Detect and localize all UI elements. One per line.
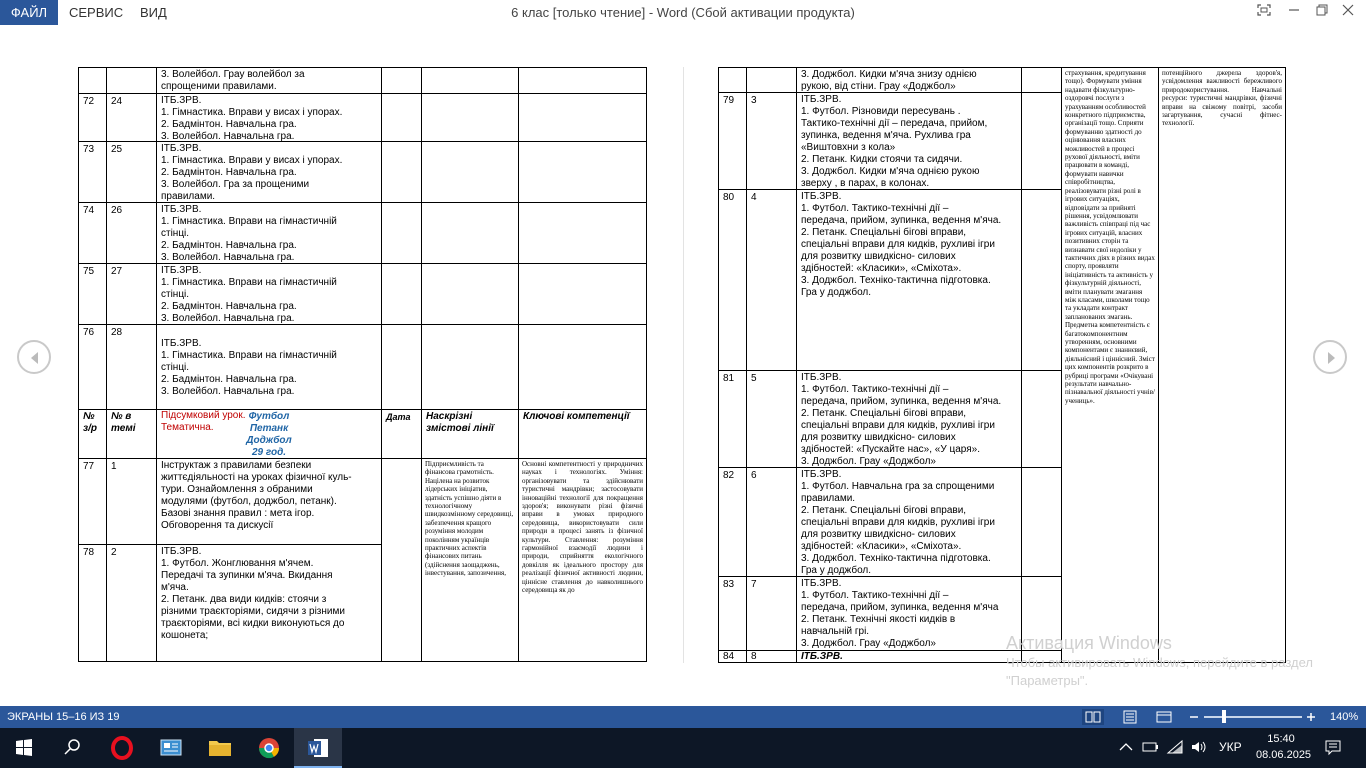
book-icon: [1082, 709, 1104, 725]
folder-icon: [196, 728, 244, 768]
windows-logo-icon: [0, 728, 48, 768]
watermark-title: Активация Windows: [1006, 633, 1172, 653]
word-taskbar-button[interactable]: [294, 728, 342, 768]
topic-number: 27: [106, 263, 157, 325]
page-counter: ЭКРАНЫ 15–16 ИЗ 19: [7, 711, 120, 723]
lesson-plan-cell: ІТБ.ЗРВ. 1. Футбол. Тактико-технічні дії – передача, прийом, зупинка, ведення м'яча. 2. Петанк. Спеціальні бігові вправи, спеціальні вправи для кидків, рухливі ігри для розвитку швидкісно- силових здібностей: «Класики», «Сміхота». 3. Доджбол. Техніко-тактична підготовка. Гра у доджбол.: [796, 189, 1022, 371]
battery-icon[interactable]: [1142, 740, 1160, 757]
taskbar: [0, 728, 1366, 768]
lesson-plan-cell: ІТБ.ЗРВ. 1. Гімнастика. Вправи у висах і упорах. 2. Бадмінтон. Навчальна гра. 3. Волейбол. Гра за прощеними правилами.: [156, 141, 382, 203]
header-competences: Ключові компетенції: [518, 409, 647, 459]
lesson-number: 74: [78, 202, 107, 264]
table-cell: [421, 67, 519, 94]
lesson-number: 80: [718, 189, 747, 371]
minus-icon: [1186, 709, 1202, 725]
status-bar: [0, 706, 1366, 728]
page-divider: [683, 67, 684, 663]
lesson-number: 84: [718, 650, 747, 663]
read-mode-button[interactable]: [1082, 709, 1104, 725]
header-number: № з/р: [78, 409, 107, 459]
fullscreen-icon[interactable]: [1253, 2, 1275, 22]
header-cross-themes: Наскрізні змістові лінії: [421, 409, 519, 459]
table-cell: [718, 67, 747, 93]
lesson-plan-cell: Інструктаж з правилами безпеки життєдіяльності на уроках фізичної куль- тури. Ознайомлення з обраними модулями (футбол, доджбол, петанк). Базові знання правил : мета ігор. Обговорення та дискусії: [156, 458, 382, 545]
table-cell: [421, 141, 519, 203]
topic-number: 7: [746, 576, 797, 651]
chrome-icon: [245, 728, 293, 768]
opera-taskbar-button[interactable]: [98, 728, 146, 768]
date-cell: [1021, 189, 1062, 371]
lesson-number: 77: [78, 458, 107, 545]
close-icon[interactable]: [1337, 2, 1359, 22]
lesson-plan-cell: 3. Доджбол. Кидки м'яча знизу однією рукою, від стіни. Грау «Доджбол»: [796, 67, 1022, 93]
header-date: Дата: [381, 409, 422, 459]
date-cell: [381, 141, 422, 203]
file-explorer-taskbar-button[interactable]: [196, 728, 244, 768]
previous-page-button[interactable]: [17, 340, 51, 374]
topic-number: 4: [746, 189, 797, 371]
date-cell: [381, 458, 422, 662]
keyboard-language[interactable]: УКР: [1219, 740, 1242, 754]
table-cell: [518, 202, 647, 264]
table-cell: [518, 324, 647, 410]
cross-themes-text: страхування, кредитування тощо). Формувати уміння надавати фізкультурно-оздоровчі послуги з урахуванням особливостей конкретного підприємства, організації тощо. Сприяти формуванню здатності до оцінювання власних можливостей в процесі рухової діяльності, вміти працювати в команді, формувати навички співробітництва, реалізовувати різні ролі в ігрових ситуаціях, відповідати за прийняті рішення, усвідомлювати важливість співпраці під час ігрових ситуацій, власних позитивних сторін та визнавати свої недоліки у тактичних діях в різних видах спорту, проявляти ініціативність та активність у фізкультурній діяльності, вміти планувати змагання між класами, школами тощо та укладати контракт запланованих змагань. Предметна компетентність є багатокомпонентним утворенням, основними компонентами є знаннєвий, діяльнісний і ціннісний. Зміст цих компонентів розкрито в рубриці програми «Очікувані результати навчально-пізнавальної діяльності учнів/учениць».: [1061, 67, 1159, 663]
chevron-left-icon: [28, 351, 42, 365]
table-cell: [518, 67, 647, 94]
table-cell: [518, 93, 647, 142]
header-topic-number: № в темі: [106, 409, 157, 459]
clock-date: 08.06.2025: [1256, 749, 1312, 761]
watermark-text: Чтобы активировать Windows, перейдите в раздел "Параметры".: [1006, 655, 1313, 688]
lesson-plan-cell: ІТБ.ЗРВ. 1. Гімнастика. Вправи на гімнастичній стінці. 2. Бадмінтон. Навчальна гра. 3. Волейбол. Навчальна гра.: [156, 263, 382, 325]
system-clock[interactable]: [1256, 731, 1312, 763]
control-panel-taskbar-button[interactable]: [147, 728, 195, 768]
volume-icon[interactable]: [1190, 739, 1208, 758]
notifications-button[interactable]: [1324, 739, 1342, 758]
lesson-plan-cell: ІТБ.ЗРВ. 1. Футбол. Тактико-технічні дії – передача, прийом, зупинка, ведення м'яча. 2. Петанк. Спеціальні бігові вправи, спеціальні вправи для кидків, рухливі ігри для розвитку швидкісно- силових здібностей: «Пускайте нас», «У царя». 3. Доджбол. Грау «Доджбол»: [796, 370, 1022, 468]
opera-icon: [98, 728, 146, 768]
menu-service[interactable]: СЕРВИС: [69, 5, 124, 20]
start-button[interactable]: [0, 728, 48, 768]
print-layout-button[interactable]: [1119, 709, 1141, 725]
control-panel-icon: [147, 728, 195, 768]
chevron-right-icon: [1324, 351, 1338, 365]
window-title: 6 клас [только чтение] - Word (Сбой активации продукта): [511, 5, 855, 20]
competences-text: Основні компетентності у природничих науках і технологіях. Уміння: організовувати та здійснювати туристичні мандрівки; застосовувати інноваційні технології для покращення здоров'я; виконувати різні фізичні вправи в умовах природного середовища, використовувати сили природи в процесі занять із фізичної культури. Ставлення: розуміння гармонійної взаємодії людини і природи, сприйняття екологічного довкілля як ідеального простору для реалізації фізичної активності людини, ціннісне ставлення до навколишнього середовища як до: [518, 458, 647, 662]
lesson-number: 82: [718, 467, 747, 577]
menu-file[interactable]: ФАЙЛ: [0, 0, 58, 25]
date-cell: [381, 202, 422, 264]
date-cell: [381, 324, 422, 410]
date-cell: [1021, 92, 1062, 190]
lesson-number: 76: [78, 324, 107, 410]
chrome-taskbar-button[interactable]: [245, 728, 293, 768]
table-cell: [421, 324, 519, 410]
zoom-in-button[interactable]: [1303, 709, 1319, 725]
cross-themes-text: Підприємливість та фінансова грамотність. Націлена на розвиток лідерських ініціатив, здатність успішно діяти в технологічному швидкозмінному середовищі, забезпечення кращого розуміння молодим поколінням українців практичних аспектів фінансових питань (здійснення заощаджень, інвестування, запозичення,: [421, 458, 519, 662]
topic-number: 26: [106, 202, 157, 264]
topic-number: 24: [106, 93, 157, 142]
wifi-icon[interactable]: [1166, 739, 1184, 758]
zoom-out-button[interactable]: [1186, 709, 1202, 725]
topic-number: 2: [106, 544, 157, 662]
document-page-left: [78, 67, 647, 662]
lesson-number: 72: [78, 93, 107, 142]
next-page-button[interactable]: [1313, 340, 1347, 374]
document-page-right: [718, 67, 1286, 662]
zoom-level[interactable]: 140%: [1330, 711, 1359, 723]
lesson-plan-cell: ІТБ.ЗРВ. 1. Футбол. Різновиди пересувань . Тактико-технічні дії – передача, прийом, зупинка, ведення м'яча. Рухлива гра «Виштовхни з кола» 2. Петанк. Кидки стоячи та сидячи. 3. Доджбол. Кидки м'яча однією рукою зверху , в парах, в колонах.: [796, 92, 1022, 190]
lesson-plan-cell: 3. Волейбол. Грау волейбол за спрощеними правилами.: [156, 67, 382, 94]
topic-number: 25: [106, 141, 157, 203]
restore-icon[interactable]: [1311, 2, 1333, 22]
chevron-up-icon: [1118, 740, 1134, 754]
zoom-slider-thumb[interactable]: [1222, 710, 1226, 723]
page-layout-icon: [1119, 709, 1141, 725]
summary-lesson-label: Підсумковий урок. Тематична.: [161, 410, 246, 433]
zoom-slider[interactable]: [1204, 716, 1302, 718]
lesson-plan-cell: ІТБ.ЗРВ.: [796, 650, 1022, 663]
lesson-number: 75: [78, 263, 107, 325]
section-title: Футбол Петанк Доджбол 29 год.: [156, 409, 382, 459]
activation-watermark: [1006, 632, 1336, 690]
date-cell: [1021, 370, 1062, 468]
topic-number: 5: [746, 370, 797, 468]
topic-number: 8: [746, 650, 797, 663]
web-layout-button[interactable]: [1153, 709, 1175, 725]
search-button[interactable]: [48, 728, 96, 768]
table-cell: [518, 263, 647, 325]
table-cell: [421, 93, 519, 142]
menu-view[interactable]: ВИД: [140, 5, 167, 20]
lesson-plan-cell: ІТБ.ЗРВ. 1. Футбол. Жонглювання м'ячем. Передачі та зупинки м'яча. Вкидання м'яча. 2. Петанк. два види кидків: стоячи з різними траєкторіями, сидячи з різними траєкторіями, всі кидки виконуються до кошонета;: [156, 544, 382, 662]
topic-number: 28: [106, 324, 157, 410]
topic-number: 6: [746, 467, 797, 577]
lesson-plan-cell: ІТБ.ЗРВ. 1. Футбол. Навчальна гра за спрощеними правилами. 2. Петанк. Спеціальні бігові вправи, спеціальні вправи для кидків, рухливі ігри для розвитку швидкісно- силових здібностей: «Класики», «Сміхота». 3. Доджбол. Техніко-тактична підготовка. Гра у доджбол.: [796, 467, 1022, 577]
lesson-number: 78: [78, 544, 107, 662]
lesson-number: 79: [718, 92, 747, 190]
lesson-plan-cell: ІТБ.ЗРВ. 1. Футбол. Тактико-технічні дії – передача, прийом, зупинка, ведення м'яча 2. Петанк. Технічні якості кидків в навчальній грі. 3. Доджбол. Грау «Доджбол»: [796, 576, 1022, 651]
clock-time: 15:40: [1267, 733, 1295, 745]
date-cell: [1021, 67, 1062, 93]
show-hidden-icons-button[interactable]: [1118, 740, 1134, 757]
topic-number: 3: [746, 92, 797, 190]
plus-icon: [1303, 709, 1319, 725]
table-cell: [78, 67, 107, 94]
date-cell: [381, 263, 422, 325]
lesson-number: 81: [718, 370, 747, 468]
table-cell: [746, 67, 797, 93]
competences-text: потенційного джерела здоров'я, усвідомлення важливості бережливого природокористування. Навчальні ресурси: туристичні мандрівки, фізичні вправи на свіжому повітрі, засоби загартування, сучасні фітнес-технології.: [1158, 67, 1286, 663]
table-cell: [421, 263, 519, 325]
minimize-icon[interactable]: [1283, 2, 1305, 22]
lesson-plan-cell: [156, 324, 382, 433]
notification-icon: [1324, 739, 1342, 755]
lesson-number: 73: [78, 141, 107, 203]
table-cell: [421, 202, 519, 264]
lesson-plan-text: ІТБ.ЗРВ. 1. Гімнастика. Вправи на гімнастичній стінці. 2. Бадмінтон. Навчальна гра. 3. Волейбол. Навчальна гра.: [161, 338, 337, 397]
date-cell: [381, 67, 422, 94]
date-cell: [381, 93, 422, 142]
topic-number: 1: [106, 458, 157, 545]
date-cell: [1021, 467, 1062, 577]
word-icon: [294, 728, 342, 768]
lesson-number: 83: [718, 576, 747, 651]
lesson-plan-cell: ІТБ.ЗРВ. 1. Гімнастика. Вправи у висах і упорах. 2. Бадмінтон. Навчальна гра. 3. Волейбол. Навчальна гра.: [156, 93, 382, 142]
web-layout-icon: [1153, 709, 1175, 725]
lesson-plan-cell: ІТБ.ЗРВ. 1. Гімнастика. Вправи на гімнастичній стінці. 2. Бадмінтон. Навчальна гра. 3. Волейбол. Навчальна гра.: [156, 202, 382, 264]
table-cell: [518, 141, 647, 203]
search-icon: [48, 728, 96, 768]
table-cell: [106, 67, 157, 94]
menu-bar: [0, 0, 1366, 26]
